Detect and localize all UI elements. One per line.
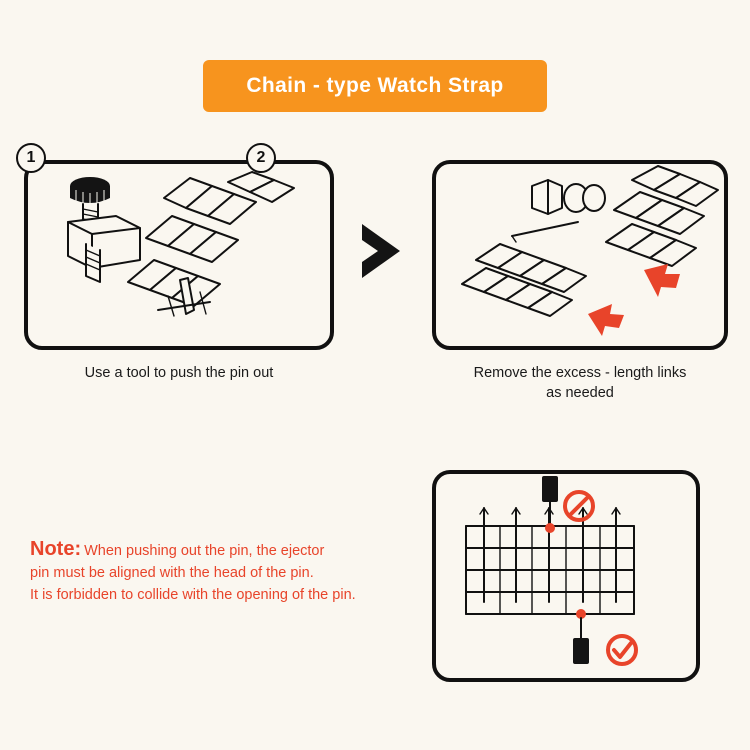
step-2-panel (432, 160, 728, 350)
pin-alignment-detail-illustration (436, 474, 696, 678)
note-line-1: When pushing out the pin, the ejector (84, 543, 325, 559)
step-2-caption-line1: Remove the excess - length links (473, 365, 687, 381)
step-1-number: 1 (26, 149, 36, 166)
step-1-illustration (28, 164, 330, 346)
detail-panel (432, 470, 700, 682)
check-circle-icon (608, 636, 636, 664)
page-title: Chain - type Watch Strap (246, 74, 504, 97)
step-1-panel (24, 160, 334, 350)
right-chevron-arrow-icon (356, 222, 408, 280)
note-line-2: pin must be aligned with the head of the pin. (30, 565, 314, 581)
note-line-3: It is forbidden to collide with the opening of the pin. (30, 587, 356, 603)
note-block (30, 538, 422, 606)
step-2-caption-line2: as needed (546, 385, 614, 401)
step-1-caption: Use a tool to push the pin out (84, 365, 274, 381)
step-1-number-badge (16, 143, 46, 173)
prohibition-sign-icon (565, 492, 593, 520)
step-2-caption (418, 363, 742, 403)
note-label: Note: (30, 538, 82, 560)
step-2-number: 2 (256, 149, 266, 166)
page-title-badge (203, 60, 547, 112)
step-2-illustration (436, 164, 724, 346)
step-2-number-badge (246, 143, 276, 173)
